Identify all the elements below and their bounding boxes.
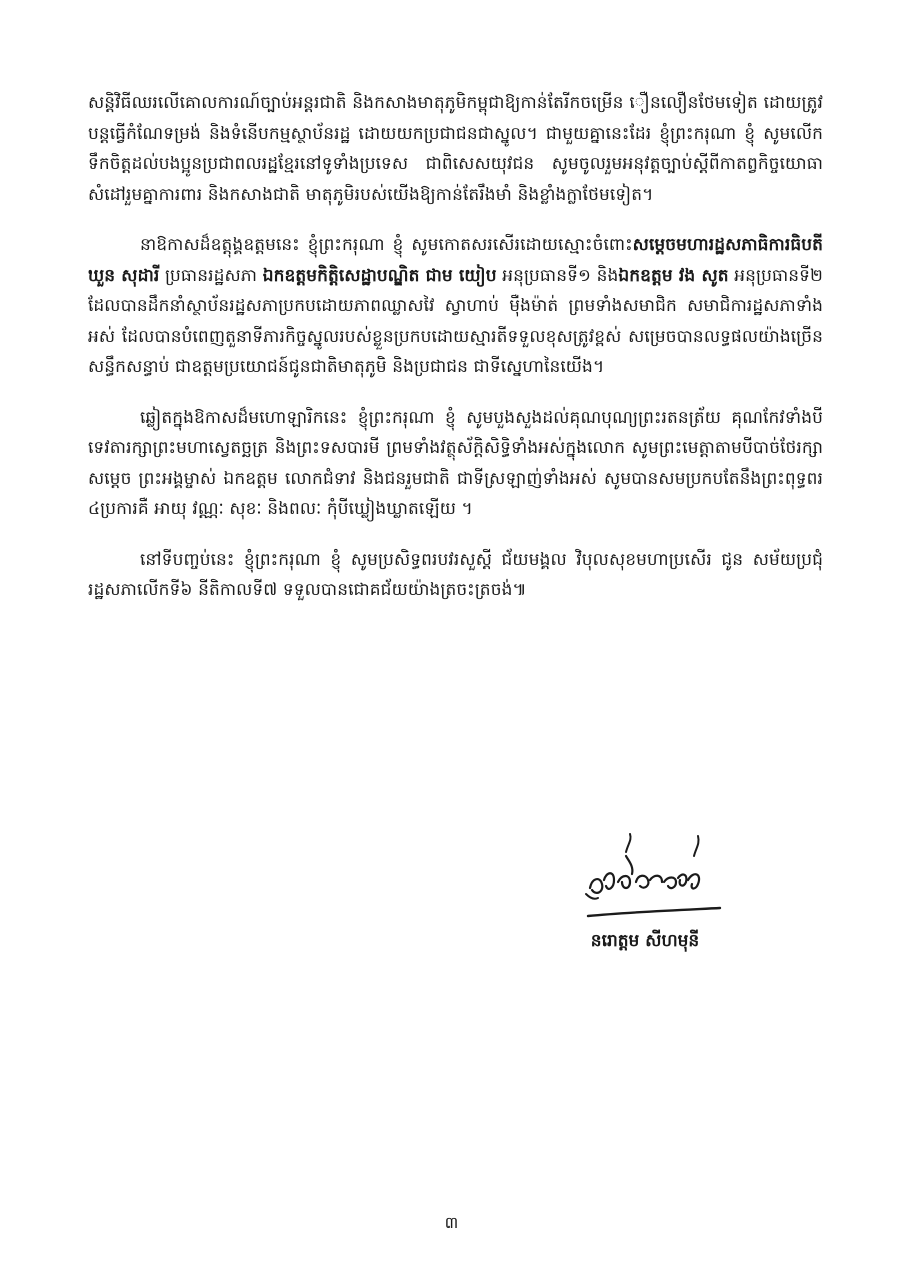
signer-name: នរោត្តម សីហមុនី xyxy=(590,931,700,951)
text-run: អនុប្រធានទី២ ដែលបានដឹកនាំស្ថាប័នរដ្ឋសភាប្រកបដោយភាពឈ្លាសវៃ ស្វាហាប់ ម៉ឺងម៉ាត់ ព្រមទាំងសមាជិក សមាជិការដ្ឋសភាទាំងអស់ ដែលបានបំពេញតួនាទីភារកិច្ចស្នូលរបស់ខ្លួនប្រកបដោយស្មារតីទទួលខុសត្រូវខ្ពស់ សម្រេចបានលទ្ធផលយ៉ាងច្រើនសន្ធឹកសន្ធាប់ ជាឧត្តមប្រយោជន៍ជូនជាតិមាតុភូមិ និងប្រជាជន ជាទីស្នេហានៃយើង។ xyxy=(88,265,824,377)
handwritten-signature xyxy=(570,830,730,925)
text-run: ឆ្លៀតក្នុងឱកាសដ៏មហោឡារិកនេះ ខ្ញុំព្រះករុណា ខ្ញុំ សូមបួងសួងដល់គុណបុណ្យព្រះរតនត្រ័យ គុណកែវទាំងបី ទេវតារក្សាព្រះមហាស្វេតច្ឆត្រ និងព្រះទសបារមី ព្រមទាំងវត្ថុស័ក្តិសិទ្ធិទាំងអស់ក្នុងលោក សូមព្រះមេត្តាតាមបីបាច់ថែរក្សា សម្តេច ព្រះអង្គម្ចាស់ ឯកឧត្តម លោកជំទាវ និងជនរួមជាតិ ជាទីស្រឡាញ់ទាំងអស់ សូមបានសមប្រកបតែនឹងព្រះពុទ្ធពរ ៤ប្រការគឺ អាយុ វណ្ណៈ សុខៈ និងពលៈ កុំបីឃ្លៀងឃ្លាតឡើយ ។ xyxy=(88,407,823,519)
paragraph-4 xyxy=(88,545,823,606)
bold-text-run: ឯកឧត្តមកិត្តិសេដ្ឋាបណ្ឌិត ជាម យៀប xyxy=(262,265,497,286)
paragraph-2 xyxy=(88,230,823,383)
text-run: នៅទីបញ្ចប់នេះ ខ្ញុំព្រះករុណា ខ្ញុំ សូមប្រសិទ្ធពរបវរសួស្តី ជ័យមង្គល វិបុលសុខមហាប្រសើរ ជូន សម័យប្រជុំរដ្ឋសភាលើកទី៦ នីតិកាលទី៧ ទទួលបានជោគជ័យយ៉ាងត្រចះត្រចង់៕ xyxy=(88,549,823,600)
signature-block xyxy=(560,830,760,970)
document-body xyxy=(88,88,823,626)
text-run: សន្តិវិធីឈរលើគោលការណ៍ច្បាប់អន្តរជាតិ និងកសាងមាតុភូមិកម្ពុជាឱ្យកាន់តែរីកចម្រើន ឿនលឿនថែមទៀត ដោយត្រូវបន្តធ្វើកំណែទម្រង់ និងទំនើបកម្មស្ថាប័នរដ្ឋ ដោយយកប្រជាជនជាស្នូល។ ជាមួយគ្នានេះដែរ ខ្ញុំព្រះករុណា ខ្ញុំ សូមលើកទឹកចិត្តដល់បងប្អូនប្រជាពលរដ្ឋខ្មែរនៅទូទាំងប្រទេស ជាពិសេសយុវជន សូមចូលរួមអនុវត្តច្បាប់ស្តីពីកាតព្វកិច្ចយោធា សំដៅរួមគ្នាការពារ និងកសាងជាតិ មាតុភូមិរបស់យើងឱ្យកាន់តែរឹងមាំ និងខ្លាំងក្លាថែមទៀត។ xyxy=(88,93,823,205)
text-run: ប្រធានរដ្ឋសភា xyxy=(159,265,263,286)
paragraph-3 xyxy=(88,403,823,525)
bold-text-run: សម្តេចមហារដ្ឋសភាធិការធិបតី ឃួន សុដារី xyxy=(88,235,823,286)
text-run: នាឱកាសដ៏ឧត្តុង្គឧត្តមនេះ ខ្ញុំព្រះករុណា ខ្ញុំ សូមកោតសរសើរដោយស្មោះចំពោះ xyxy=(140,235,633,255)
page-number: ៣ xyxy=(444,1213,459,1232)
paragraph-1 xyxy=(88,88,823,210)
text-run: អនុប្រធានទី១ និង xyxy=(496,265,619,286)
bold-text-run: ឯកឧត្តម វង សូត xyxy=(618,265,729,286)
